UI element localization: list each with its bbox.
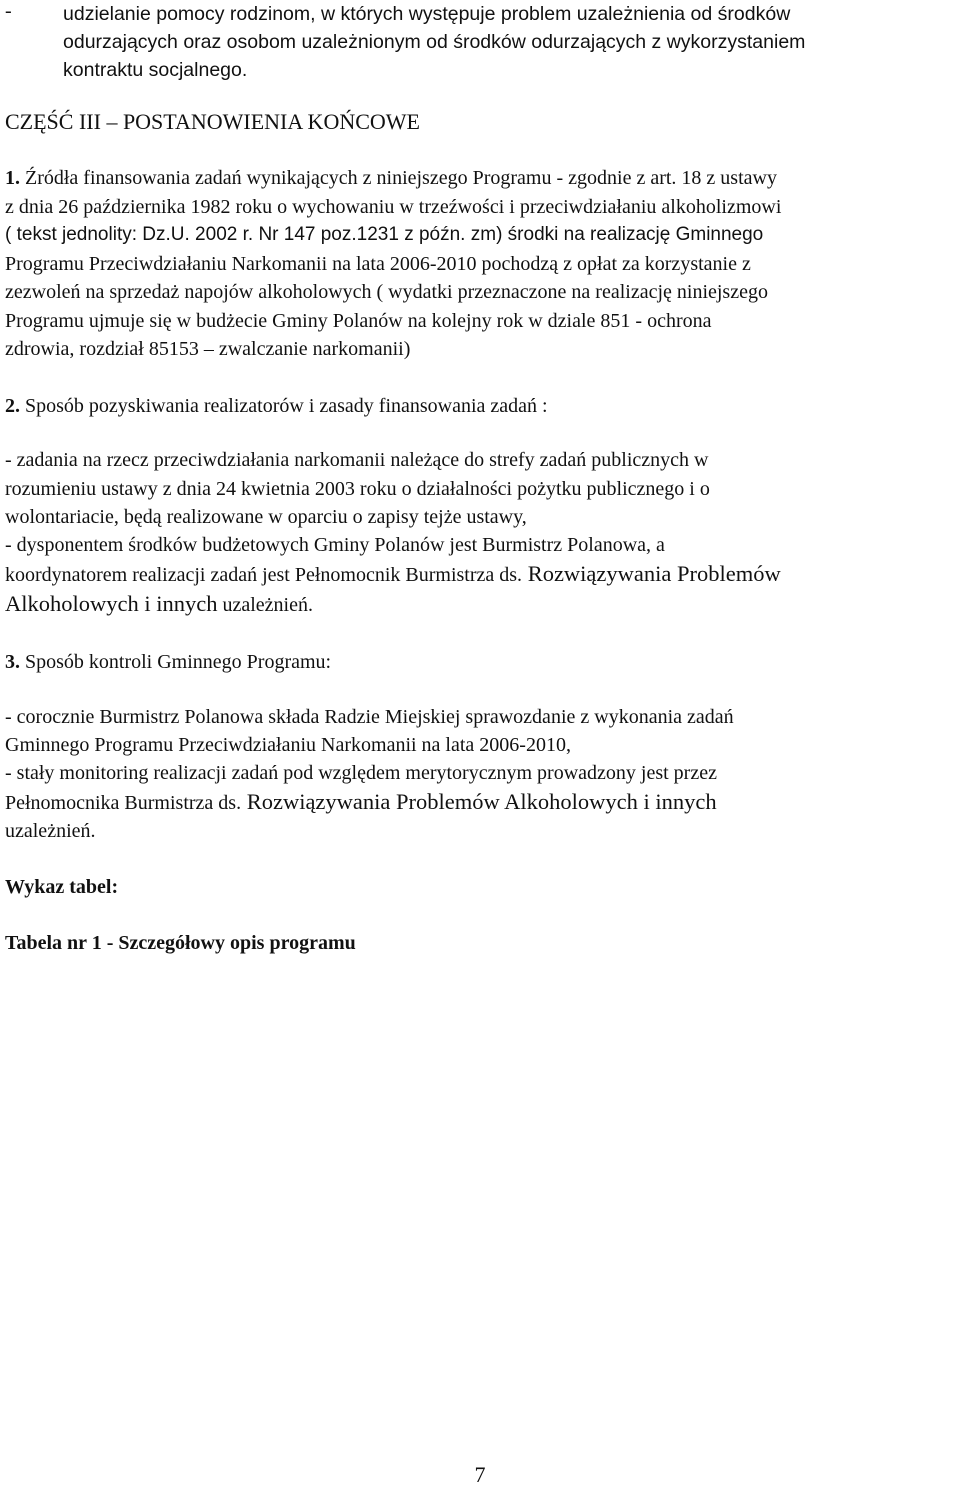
- point2-line-5: [5, 560, 957, 590]
- tables-heading: [5, 873, 957, 902]
- point3-title: Sposób kontroli Gminnego Programu:: [20, 651, 332, 673]
- point2-line-6a: Alkoholowych i innych: [5, 591, 218, 616]
- point3-line-3: - stały monitoring realizacji zadań pod względem merytorycznym prowadzony jest przez: [5, 762, 717, 784]
- point1-line-1: [5, 164, 957, 193]
- intro-line-3: kontraktu socjalnego.: [63, 59, 248, 81]
- point1-line-5: zezwoleń na sprzedaż napojów alkoholowych ( wydatki przeznaczone na realizację niniejszego: [5, 281, 768, 303]
- section-heading: CZĘŚĆ III – POSTANOWIENIA KOŃCOWE: [5, 109, 420, 134]
- page-number: 7: [474, 1462, 486, 1487]
- point3-line-4: [5, 788, 957, 818]
- point2-line-4: - dysponentem środków budżetowych Gminy Polanów jest Burmistrz Polanowa, a: [5, 534, 665, 556]
- point2-line-2: rozumieniu ustawy z dnia 24 kwietnia 2003 roku o działalności pożytku publicznego i o: [5, 478, 710, 500]
- point2-number: 2.: [5, 395, 20, 417]
- point1-line-7: zdrowia, rozdział 85153 – zwalczanie narkomanii): [5, 338, 411, 360]
- point2-line-5a: koordynatorem realizacji zadań jest Pełnomocnik Burmistrza ds.: [5, 564, 523, 586]
- point2-line-5b: Rozwiązywania Problemów: [522, 561, 781, 586]
- point1-line-2: z dnia 26 października 1982 roku o wychowaniu w trzeźwości i przeciwdziałaniu alkoholizmowi: [5, 196, 782, 218]
- point3-line-1: - corocznie Burmistrz Polanowa składa Radzie Miejskiej sprawozdanie z wykonania zadań: [5, 706, 734, 728]
- point1-line-3: ( tekst jednolity: Dz.U. 2002 r. Nr 147 poz.1231 z późn. zm) środki na realizację Gminnego: [5, 224, 764, 245]
- intro-line-2: odurzających oraz osobom uzależnionym od środków odurzających z wykorzystaniem: [63, 31, 806, 53]
- point3-line-2: Gminnego Programu Przeciwdziałaniu Narkomanii na lata 2006-2010,: [5, 734, 571, 756]
- point1-text: Źródła finansowania zadań wynikających z niniejszego Programu - zgodnie z art. 18 z ustawy: [20, 167, 777, 189]
- point3-line-4a: Pełnomocnika Burmistrza ds.: [5, 792, 242, 814]
- point3-number: 3.: [5, 651, 20, 673]
- point2-title: Sposób pozyskiwania realizatorów i zasady finansowania zadań :: [20, 395, 548, 417]
- point2-line-3: wolontariacie, będą realizowane w oparciu o zapisy tejże ustawy,: [5, 506, 527, 528]
- point2-heading: [5, 392, 957, 421]
- point1-number: 1.: [5, 167, 20, 189]
- point3-line-4b: Rozwiązywania Problemów Alkoholowych i innych: [241, 789, 717, 814]
- point2-line-6: [5, 590, 957, 620]
- point2-line-6b: uzależnień.: [217, 594, 313, 616]
- point2-line-1: - zadania na rzecz przeciwdziałania narkomanii należące do strefy zadań publicznych w: [5, 449, 709, 471]
- list-dash: -: [5, 0, 12, 22]
- table-title-text: Tabela nr 1 - Szczegółowy opis programu: [5, 932, 356, 954]
- point1-line-4: Programu Przeciwdziałaniu Narkomanii na lata 2006-2010 pochodzą z opłat za korzystanie z: [5, 253, 751, 275]
- table-title: [5, 929, 957, 958]
- tables-heading-text: Wykaz tabel:: [5, 876, 119, 898]
- point3-heading: [5, 648, 957, 677]
- intro-line-1: udzielanie pomocy rodzinom, w których występuje problem uzależnienia od środków: [63, 3, 791, 25]
- point3-line-5: uzależnień.: [5, 820, 96, 842]
- point1-line-6: Programu ujmuje się w budżecie Gminy Polanów na kolejny rok w dziale 851 - ochrona: [5, 310, 712, 332]
